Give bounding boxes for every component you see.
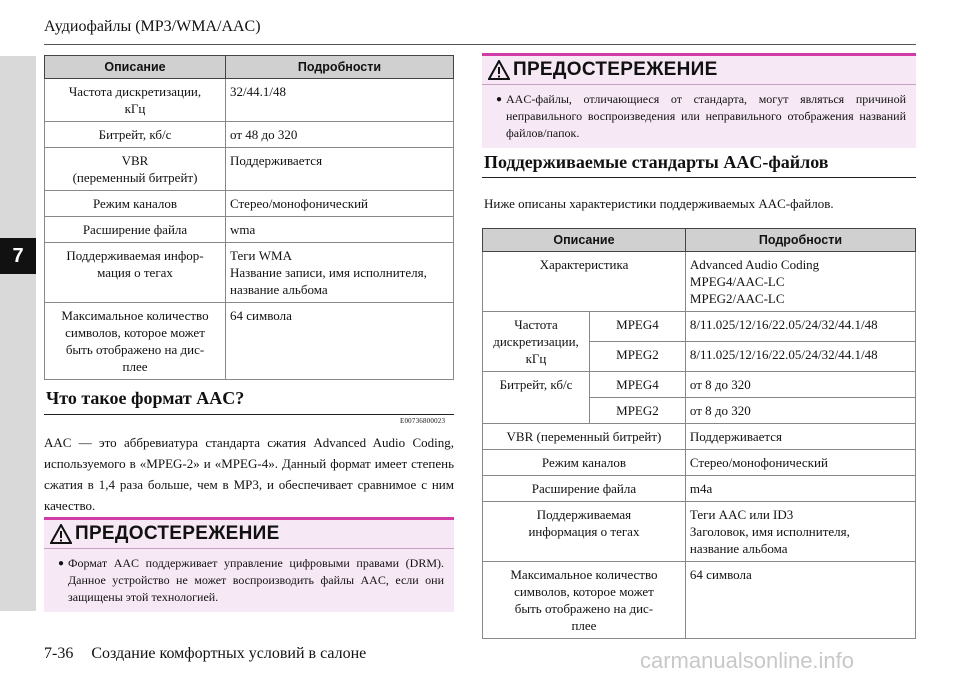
table-row xyxy=(483,372,916,398)
table-cell: Расширение файла xyxy=(483,476,686,502)
aac-section-rule xyxy=(44,414,454,415)
table-cell: 32/44.1/48 xyxy=(226,79,454,122)
watermark-text: carmanualsonline.info xyxy=(640,648,855,673)
table-row xyxy=(45,243,454,303)
table-row xyxy=(45,191,454,217)
table-cell: Характеристика xyxy=(483,252,686,312)
table-row xyxy=(483,312,916,342)
warning-text: AAC-файлы, отличающиеся от стандарта, могут являться причиной неправильного воспроизведения или неправильного отображения названий файлов/папок. xyxy=(506,92,906,140)
table-cell: от 8 до 320 xyxy=(685,372,915,398)
table-cell: Теги WMA Название записи, имя исполнителя, название альбома xyxy=(226,243,454,303)
wma-spec-table xyxy=(44,55,454,380)
table-row xyxy=(483,252,916,312)
table-row xyxy=(483,476,916,502)
standards-section-rule xyxy=(482,177,916,178)
table-cell: Битрейт, кб/с xyxy=(45,122,226,148)
table-cell: Поддерживается xyxy=(226,148,454,191)
section-code: E00736800023 xyxy=(400,417,446,425)
table-row xyxy=(45,79,454,122)
table-cell: Частота дискретизации, кГц xyxy=(45,79,226,122)
aac-spec-table xyxy=(482,228,916,639)
warning-title: ПРЕДОСТЕРЕЖЕНИЕ xyxy=(513,59,718,80)
aac-paragraph: AAC — это аббревиатура стандарта сжатия Advanced Audio Coding, используемого в «MPEG-2» и «MPEG-4». Данный формат имеет степень сжатия в 1,4 раза больше, чем в MP3, и обеспечивает сравнимое с ним качество. xyxy=(44,435,454,513)
warning-text: Формат AAC поддерживает управление цифровыми правами (DRM). Данное устройство не может воспроизводить файлы AAC, если они защищены этой технологией. xyxy=(68,556,444,604)
table-row xyxy=(483,562,916,639)
table-cell: 64 символа xyxy=(685,562,915,639)
table-cell: Расширение файла xyxy=(45,217,226,243)
page-header-title: Аудиофайлы (MP3/WMA/AAC) xyxy=(44,18,261,35)
table-header-details: Подробности xyxy=(685,229,915,252)
table-row xyxy=(483,450,916,476)
table-cell: Битрейт, кб/с xyxy=(483,372,590,424)
table-cell: Advanced Audio Coding MPEG4/AAC-LC MPEG2/AAC-LC xyxy=(685,252,915,312)
warning-triangle-icon xyxy=(50,524,72,544)
table-cell: от 48 до 320 xyxy=(226,122,454,148)
table-cell: Режим каналов xyxy=(45,191,226,217)
header-rule xyxy=(44,44,916,45)
table-row xyxy=(45,148,454,191)
standards-intro: Ниже описаны характеристики поддерживаемых AAC-файлов. xyxy=(484,196,834,211)
warning-title: ПРЕДОСТЕРЕЖЕНИЕ xyxy=(75,523,280,544)
table-row xyxy=(45,303,454,380)
table-cell: m4a xyxy=(685,476,915,502)
warning-header xyxy=(44,520,454,548)
table-row xyxy=(45,122,454,148)
table-header-description: Описание xyxy=(45,56,226,79)
table-cell: Поддерживаемая информация о тегах xyxy=(483,502,686,562)
table-row xyxy=(483,502,916,562)
footer-section-title: Создание комфортных условий в салоне xyxy=(91,645,367,662)
page-footer xyxy=(44,645,366,663)
table-cell: VBR (переменный битрейт) xyxy=(483,424,686,450)
bullet-icon: ● xyxy=(496,94,503,105)
table-cell: 8/11.025/12/16/22.05/24/32/44.1/48 xyxy=(685,342,915,372)
table-cell: 64 символа xyxy=(226,303,454,380)
table-row xyxy=(483,424,916,450)
page-number: 7-36 xyxy=(44,645,74,662)
chapter-tab-number: 7 xyxy=(0,238,36,274)
table-cell: MPEG4 xyxy=(590,312,686,342)
table-cell: 8/11.025/12/16/22.05/24/32/44.1/48 xyxy=(685,312,915,342)
table-cell: MPEG4 xyxy=(590,372,686,398)
table-cell: wma xyxy=(226,217,454,243)
standards-section-title: Поддерживаемые стандарты AAC-файлов xyxy=(484,152,829,172)
table-cell: Поддерживаемая инфор- мация о тегах xyxy=(45,243,226,303)
warning-box-aac-files xyxy=(482,53,916,148)
warning-header xyxy=(482,56,916,84)
table-header-details: Подробности xyxy=(226,56,454,79)
bullet-icon: ● xyxy=(58,558,65,569)
table-cell: от 8 до 320 xyxy=(685,398,915,424)
table-cell: Режим каналов xyxy=(483,450,686,476)
chapter-tab-strip xyxy=(0,56,36,611)
table-cell: VBR (переменный битрейт) xyxy=(45,148,226,191)
aac-section-title: Что такое формат AAC? xyxy=(46,388,245,408)
table-cell: Стерео/монофонический xyxy=(226,191,454,217)
table-cell: MPEG2 xyxy=(590,398,686,424)
table-cell: Максимальное количество символов, которое может быть отображено на дис- плее xyxy=(45,303,226,380)
table-cell: Стерео/монофонический xyxy=(685,450,915,476)
warning-triangle-icon xyxy=(488,60,510,80)
table-cell: Максимальное количество символов, которое может быть отображено на дис- плее xyxy=(483,562,686,639)
table-cell: MPEG2 xyxy=(590,342,686,372)
table-cell: Теги AAC или ID3 Заголовок, имя исполнителя, название альбома xyxy=(685,502,915,562)
table-cell: Поддерживается xyxy=(685,424,915,450)
table-row xyxy=(45,217,454,243)
table-cell: Частота дискретизации, кГц xyxy=(483,312,590,372)
warning-box-drm xyxy=(44,517,454,612)
table-header-description: Описание xyxy=(483,229,686,252)
